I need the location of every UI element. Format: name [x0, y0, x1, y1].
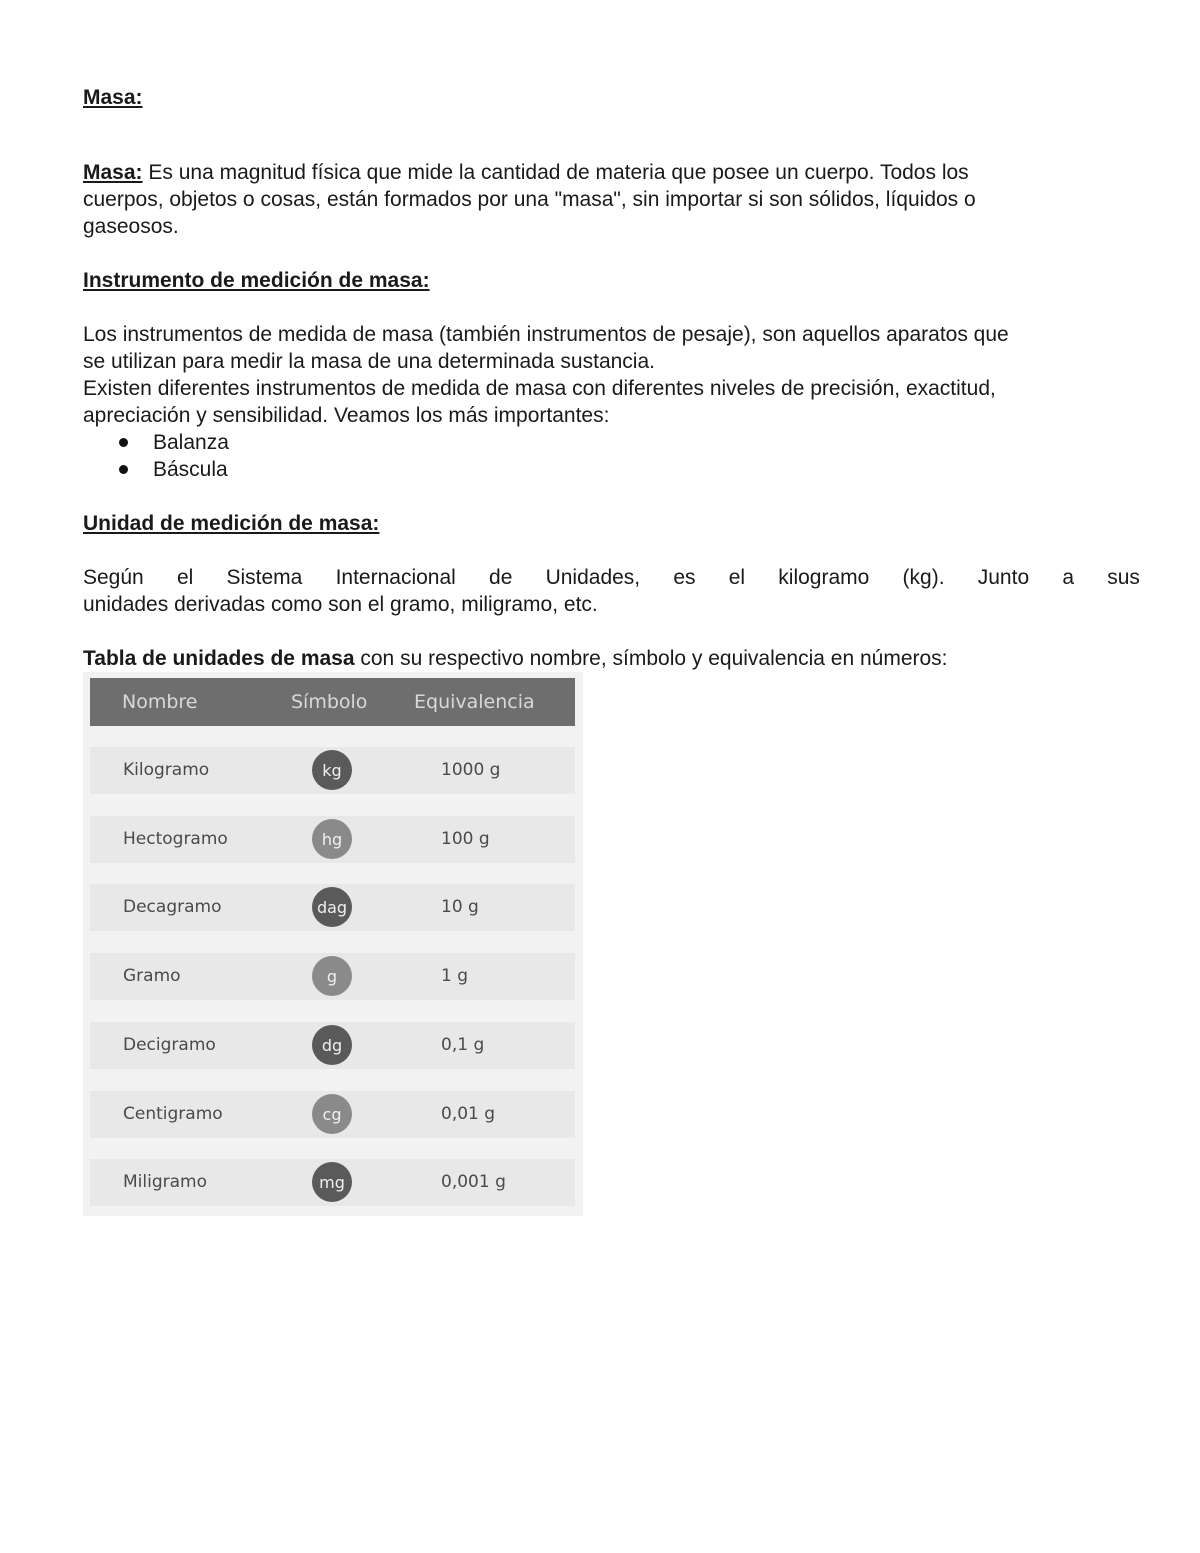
table-row — [90, 747, 575, 794]
unit-name: Decigramo — [123, 1035, 216, 1055]
bullet-icon — [119, 438, 128, 447]
unit-line-1-word: sus — [1107, 566, 1140, 589]
spacer — [83, 618, 1140, 645]
unit-line-1-word: Unidades, — [545, 566, 641, 589]
unit-line-1-word: el — [176, 566, 194, 589]
table-header — [90, 678, 575, 726]
unit-name: Decagramo — [123, 897, 222, 917]
bullet-icon — [119, 465, 128, 474]
unit-line-1-word: es — [673, 566, 696, 589]
document-page — [83, 84, 1140, 672]
table-row — [90, 816, 575, 863]
unit-symbol-badge: cg — [312, 1094, 352, 1134]
definition-line-1: Es una magnitud física que mide la cantidad de materia que posee un cuerpo. Todos los — [142, 161, 969, 184]
unit-symbol-badge: g — [312, 956, 352, 996]
unit-line-1-word: kilogramo — [778, 566, 870, 589]
unit-symbol-badge: dg — [312, 1025, 352, 1065]
unit-name: Miligramo — [123, 1172, 207, 1192]
table-intro — [83, 645, 1140, 672]
instrument-list — [83, 429, 1140, 483]
definition-line-2: cuerpos, objetos o cosas, están formados por una "masa", sin importar si son sólidos, líquidos o — [83, 188, 976, 211]
unit-equivalence: 0,01 g — [441, 1104, 496, 1124]
unit-equivalence: 100 g — [441, 829, 490, 849]
unit-line-1-word: (kg). — [902, 566, 945, 589]
spacer — [83, 240, 1140, 267]
unit-line-1-word: de — [489, 566, 513, 589]
unit-name: Gramo — [123, 966, 181, 986]
list-item: Báscula — [83, 456, 1140, 483]
unit-line-1-word: Internacional — [335, 566, 456, 589]
unit-line-1-word: Según — [83, 566, 144, 589]
instrument-para2-line1: Existen diferentes instrumentos de medida de masa con diferentes niveles de precisión, exactitud, — [83, 377, 996, 400]
spacer — [83, 483, 1140, 510]
unit-line-1-word: el — [728, 566, 746, 589]
unit-equivalence: 1 g — [441, 966, 469, 986]
spacer — [83, 537, 1140, 564]
unit-equivalence: 1000 g — [441, 760, 501, 780]
instrument-para2-line2: apreciación y sensibilidad. Veamos los más importantes: — [83, 404, 610, 427]
instrument-para1-line1: Los instrumentos de medida de masa (también instrumentos de pesaje), son aquellos aparatos que — [83, 323, 1009, 346]
unit-name: Centigramo — [123, 1104, 223, 1124]
unit-name: Kilogramo — [123, 760, 210, 780]
header-simbolo: Símbolo — [291, 691, 368, 713]
definition-line-3: gaseosos. — [83, 215, 179, 238]
table-row — [90, 1091, 575, 1138]
definition-term: Masa: — [83, 161, 143, 184]
unit-symbol-badge: mg — [312, 1162, 352, 1202]
table-row — [90, 1022, 575, 1069]
unit-symbol-badge: kg — [312, 750, 352, 790]
header-nombre: Nombre — [122, 691, 198, 713]
header-equivalencia: Equivalencia — [414, 691, 535, 713]
unit-equivalence: 0,1 g — [441, 1035, 485, 1055]
unit-equivalence: 0,001 g — [441, 1172, 506, 1192]
table-intro-bold: Tabla de unidades de masa — [83, 647, 355, 670]
unit-line-1-word: Sistema — [226, 566, 303, 589]
table-row — [90, 953, 575, 1000]
mass-units-table — [83, 672, 583, 1216]
spacer — [83, 111, 1140, 159]
unit-symbol-badge: dag — [312, 887, 352, 927]
table-row — [90, 884, 575, 931]
instrument-para1-line2: se utilizan para medir la masa de una determinada sustancia. — [83, 350, 655, 373]
unit-line-1-word: a — [1062, 566, 1075, 589]
table-intro-rest: con su respectivo nombre, símbolo y equivalencia en números: — [354, 647, 948, 670]
instrument-heading: Instrumento de medición de masa: — [83, 269, 430, 292]
page-title: Masa: — [83, 86, 143, 109]
table-row — [90, 1159, 575, 1206]
unit-line-1 — [83, 564, 1140, 591]
unit-line-2: unidades derivadas como son el gramo, miligramo, etc. — [83, 593, 598, 616]
list-item: Balanza — [83, 429, 1140, 456]
unit-symbol-badge: hg — [312, 819, 352, 859]
unit-line-1-word: Junto — [977, 566, 1030, 589]
spacer — [83, 294, 1140, 321]
unit-equivalence: 10 g — [441, 897, 479, 917]
definition-paragraph — [83, 159, 1140, 186]
unit-name: Hectogramo — [123, 829, 228, 849]
unit-heading: Unidad de medición de masa: — [83, 512, 380, 535]
